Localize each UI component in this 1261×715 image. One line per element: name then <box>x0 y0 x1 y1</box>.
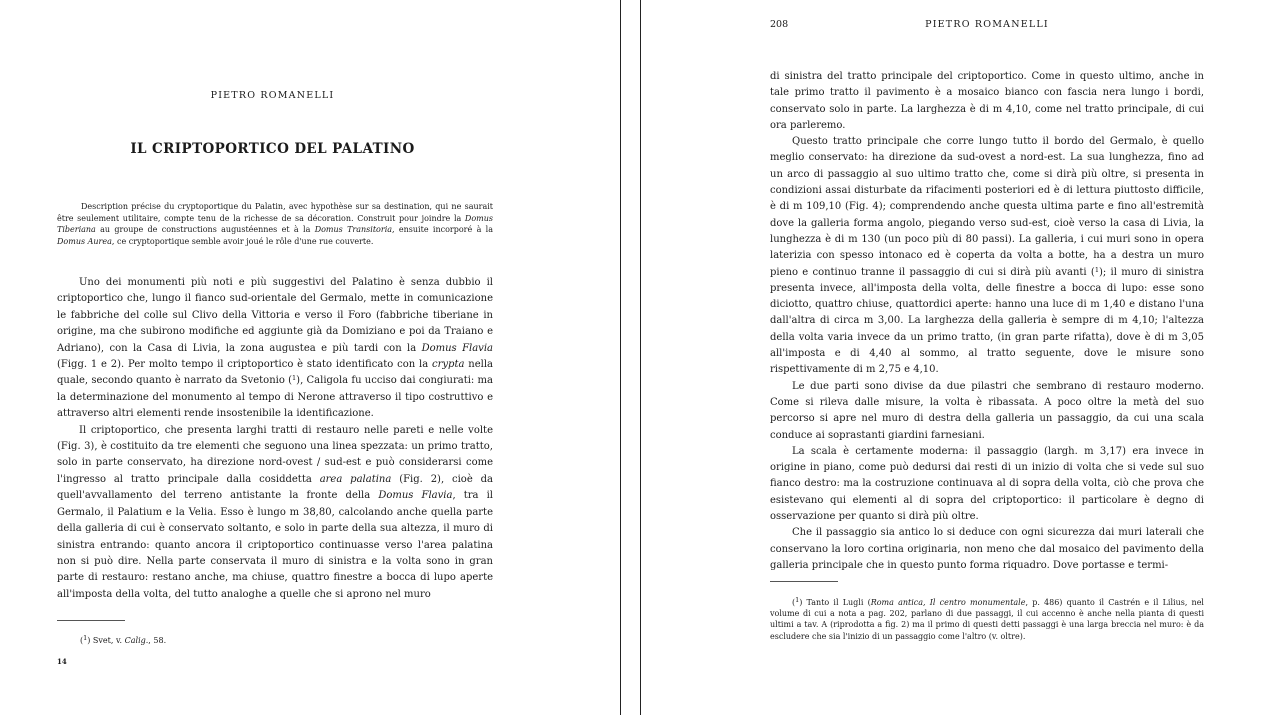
footnote-rule <box>770 581 838 582</box>
left-footnote: ($^1$) Svet, v. Calig., 58. <box>80 634 167 645</box>
article-author: PIETRO ROMANELLI <box>210 90 335 101</box>
right-paragraph-2: Questo tratto principale che corre lungo tutto il bordo del Germalo, è quello meglio conservato: ha direzione da sud-ovest a nord-est. La sua lunghezza, fino ad un arco di passaggio al suo ultimo tratto che, come si dirà più oltre, si presenta in condizioni assai disturbate da rifacimenti posteriori ed è di lettura piuttosto difficile, è di m 109,10 (Fig. 4); comprendendo anche questa ultima parte e fino all'estremità dove la galleria forma angolo, piegando verso sud-est, cioè verso la casa di Livia, la lunghezza è di m 130 (un poco più di 80 passi). La galleria, i cui muri sono in opera laterizia con spesso intonaco ed è coperta da volta a botte, ha a destra un muro pieno e continuo tranne il passaggio di cui si dirà più avanti ($^1$); il muro di sinistra presenta invece, all'imposta della volta, delle finestre a bocca di lupo: esse sono diciotto, quattro chiuse, quattordici aperte: hanno una luce di m 1,40 e distano l'una dall'altra di circa m 3,00. La larghezza della galleria è sempre di m 4,10; l'altezza della volta varia invece da un primo tratto, (in gran parte rifatta), dove è di m 3,05 all'imposta e di 4,40 al sommo, al tratto seguente, dove le misure sono rispettivamente di m 2,75 e 4,10. <box>770 136 1204 376</box>
abstract <box>57 201 493 247</box>
left-page-number: 14 <box>57 657 67 666</box>
right-paragraph-4: La scala è certamente moderna: il passaggio (largh. m 3,17) era invece in origine in piano, come può dedursi dai resti di un inizio di volta che si vede sul suo fianco destro: ma la costruzione continuava al di sopra della volta, ciò che prova che esistevano qui elementi al di sopra del criptoportico: il particolare è degno di osservazione per quanto si dirà più oltre. <box>770 445 1204 523</box>
left-page <box>0 0 620 715</box>
footnote-rule <box>57 620 125 621</box>
right-paragraph-1: di sinistra del tratto principale del criptoportico. Come in questo ultimo, anche in tale primo tratto il pavimento è a mosaico bianco con fascia nera lungo i bordi, conservato solo in parte. La larghezza è di m 4,10, come nel tratto principale, di cui ora parleremo. <box>770 71 1204 131</box>
running-author: PIETRO ROMANELLI <box>925 19 1049 30</box>
abstract-text: Description précise du cryptoportique du Palatin, avec hypothèse sur sa destination, qui ne saurait être seulement utilitaire, compte tenu de la richesse de sa décoration. Construit pour joindre la Domus Tiberiana au groupe de constructions augustéennes et à la Domus Transitoria, ensuite incorporé à la Domus Aurea, ce cryptoportique semble avoir joué le rôle d'une rue couverte. <box>57 202 494 246</box>
left-paragraph-1: Uno dei monumenti più noti e più suggestivi del Palatino è senza dubbio il criptoportico che, lungo il fianco sud-orientale del Germalo, mette in comunicazione le fabbriche del colle sul Clivo della Vittoria e verso il Foro (fabbriche tiberiane in origine, ma che subirono modifiche ed aggiunte già da Domiziano e poi da Traiano e Adriano), con la Casa di Livia, la zona augustea e più tardi con la Domus Flavia (Figg. 1 e 2). Per molto tempo il criptoportico è stato identificato con la crypta nella quale, secondo quanto è narrato da Svetonio ($^1$), Caligola fu ucciso dai congiurati: ma la determinazione del monumento al tempo di Nerone attraverso il tipo costruttivo e attraverso altri elementi rende insostenibile la identificazione. <box>57 277 493 420</box>
right-page <box>641 0 1261 715</box>
running-header <box>770 19 1204 33</box>
right-footnote <box>770 597 1204 642</box>
right-page-number: 208 <box>770 19 789 30</box>
article-title: IL CRIPTOPORTICO DEL PALATINO <box>130 141 415 157</box>
right-paragraph-3: Le due parti sono divise da due pilastri che sembrano di restauro moderno. Come si rileva dalle misure, la volta è ribassata. A poco oltre la metà del suo percorso si apre nel muro di destra della galleria un passaggio, da cui una scala conduce ai soprastanti giardini farnesiani. <box>770 380 1204 441</box>
right-paragraph-5: Che il passaggio sia antico lo si deduce con ogni sicurezza dai muri laterali che conservano la loro cortina originaria, non meno che dal mosaico del pavimento della galleria principale che in questo punto forma riquadro. Dove portasse e termi- <box>770 527 1204 571</box>
left-body-text <box>57 275 493 603</box>
page-divider <box>620 0 621 715</box>
right-footnote-text: ($^1$) Tanto il Lugli (Roma antica, Il centro monumentale, p. 486) quanto il Castrén e il Lilius, nel volume di cui a nota a pag. 202, parlano di due passaggi, il cui accenno è anche nella pianta di questi ultimi a tav. A (riprodotta a fig. 2) ma il primo di questi detti passaggi è una larga breccia nel muro: è da escludere che sia l'inizio di un passaggio come l'altro (v. oltre). <box>770 596 1204 641</box>
left-paragraph-2: Il criptoportico, che presenta larghi tratti di restauro nelle pareti e nelle volte (Fig. 3), è costituito da tre elementi che seguono una linea spezzata: un primo tratto, solo in parte conservato, ha direzione nord-ovest / sud-est e può considerarsi come l'ingresso al tratto principale dalla cosiddetta area palatina (Fig. 2), cioè da quell'avvallamento del terreno antistante la fronte della Domus Flavia, tra il Germalo, il Palatium e la Velia. Esso è lungo m 38,80, calcolando anche quella parte della galleria di cui è conservato soltanto, e solo in parte della sua altezza, il muro di sinistra entrando: quanto ancora il criptoportico continuasse verso l'area palatina non si può dire. Nella parte conservata il muro di sinistra e la volta sono in gran parte di restauro: restano anche, ma chiuse, quattro finestre a bocca di lupo aperte all'imposta della volta, del tutto analoghe a quelle che si aprono nel muro <box>57 424 493 600</box>
right-body-text <box>770 69 1204 574</box>
